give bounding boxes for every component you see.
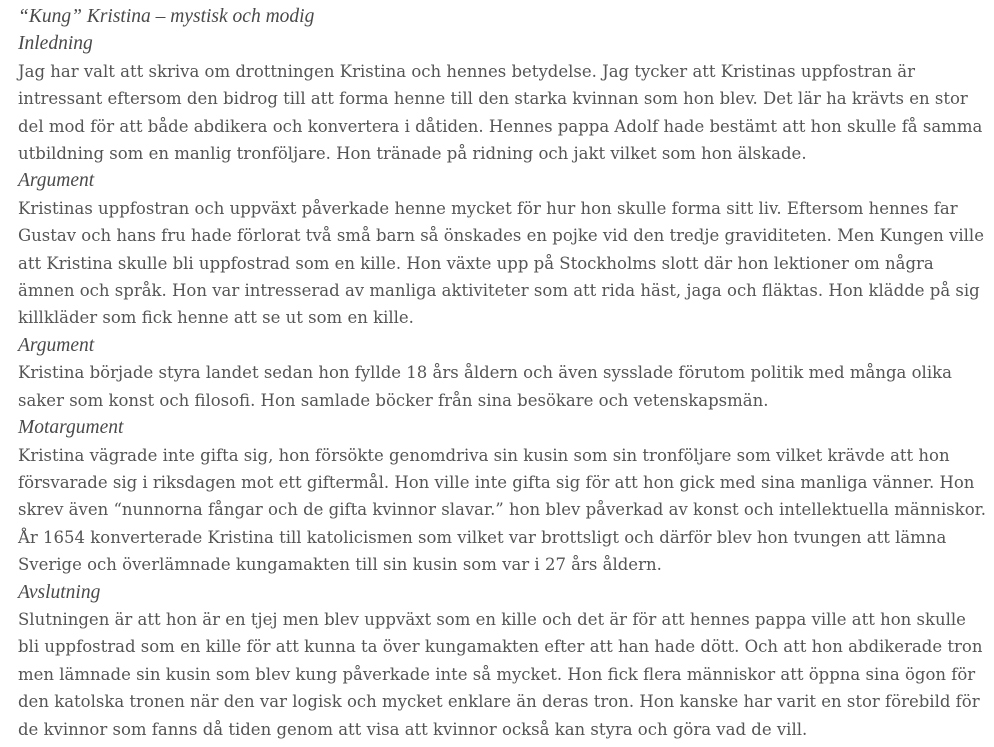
section-heading: Argument: [18, 334, 95, 356]
section-heading: Argument: [18, 170, 95, 192]
section-inledning: [18, 30, 990, 167]
document-title: “Kung” Kristina – mystisk och modig: [18, 6, 315, 27]
section-paragraph: Jag har valt att skriva om drottningen Kristina och hennes betydelse. Jag tycker att Kristinas uppfostran är intressant eftersom den bidrog till att forma henne till den starka kvinnan som hon blev. Det lär ha krävts en stor del mod för att både abdikera och konvertera i dåtiden. Hennes pappa Adolf hade bestämt att hon skulle få samma utbildning som en manlig tronföljare. Hon tränade på ridning och jakt vilket som hon älskade.: [18, 61, 983, 164]
section-heading: Inledning: [18, 33, 93, 55]
section-argument-2: [18, 332, 990, 414]
section-paragraph: Kristinas uppfostran och uppväxt påverkade henne mycket för hur hon skulle forma sitt liv. Eftersom hennes far Gustav och hans fru hade förlorat två små barn så önskades en pojke vid den tredje graviditeten. Men Kungen ville att Kristina skulle bli uppfostrad som en kille. Hon växte upp på Stockholms slott där hon lektioner om några ämnen och språk. Hon var intresserad av manliga aktiviteter som att rida häst, jaga och fläktas. Hon klädde på sig killkläder som fick henne att se ut som en kille.: [18, 198, 984, 328]
section-paragraph: Kristina började styra landet sedan hon fyllde 18 års åldern och även sysslade förutom politik med många olika saker som konst och filosofi. Hon samlade böcker från sina besökare och vetenskapsmän.: [18, 363, 952, 410]
section-paragraph: Kristina vägrade inte gifta sig, hon försökte genomdriva sin kusin som sin tronföljare som vilket krävde att hon försvarade sig i riksdagen mot ett giftermål. Hon ville inte gifta sig för att hon gick med sina manliga vänner. Hon skrev även “nunnorna fångar och de gifta kvinnor slavar.” hon blev påverkad av konst och intellektuella människor. År 1654 konverterade Kristina till katolicismen som vilket var brottsligt och därför blev hon tvungen att lämna Sverige och överlämnade kungamakten till sin kusin som var i 27 års åldern.: [18, 445, 986, 575]
section-avslutning: [18, 579, 990, 743]
essay-document: [18, 3, 990, 743]
section-argument-1: [18, 167, 990, 331]
section-heading: Avslutning: [18, 581, 101, 603]
section-heading: Motargument: [18, 417, 124, 439]
section-paragraph: Slutningen är att hon är en tjej men blev uppväxt som en kille och det är för att hennes pappa ville att hon skulle bli uppfostrad som en kille för att kunna ta över kungamakten efter att han hade dött. Och att hon abdikerade tron men lämnade sin kusin som blev kung påverkade inte så mycket. Hon fick flera människor att öppna sina ögon för den katolska tronen när den var logisk och mycket enklare än deras tron. Hon kanske har varit en stor förebild för de kvinnor som fanns då tiden genom att visa att kvinnor också kan styra och göra vad de vill.: [18, 609, 983, 739]
section-motargument: [18, 414, 990, 578]
